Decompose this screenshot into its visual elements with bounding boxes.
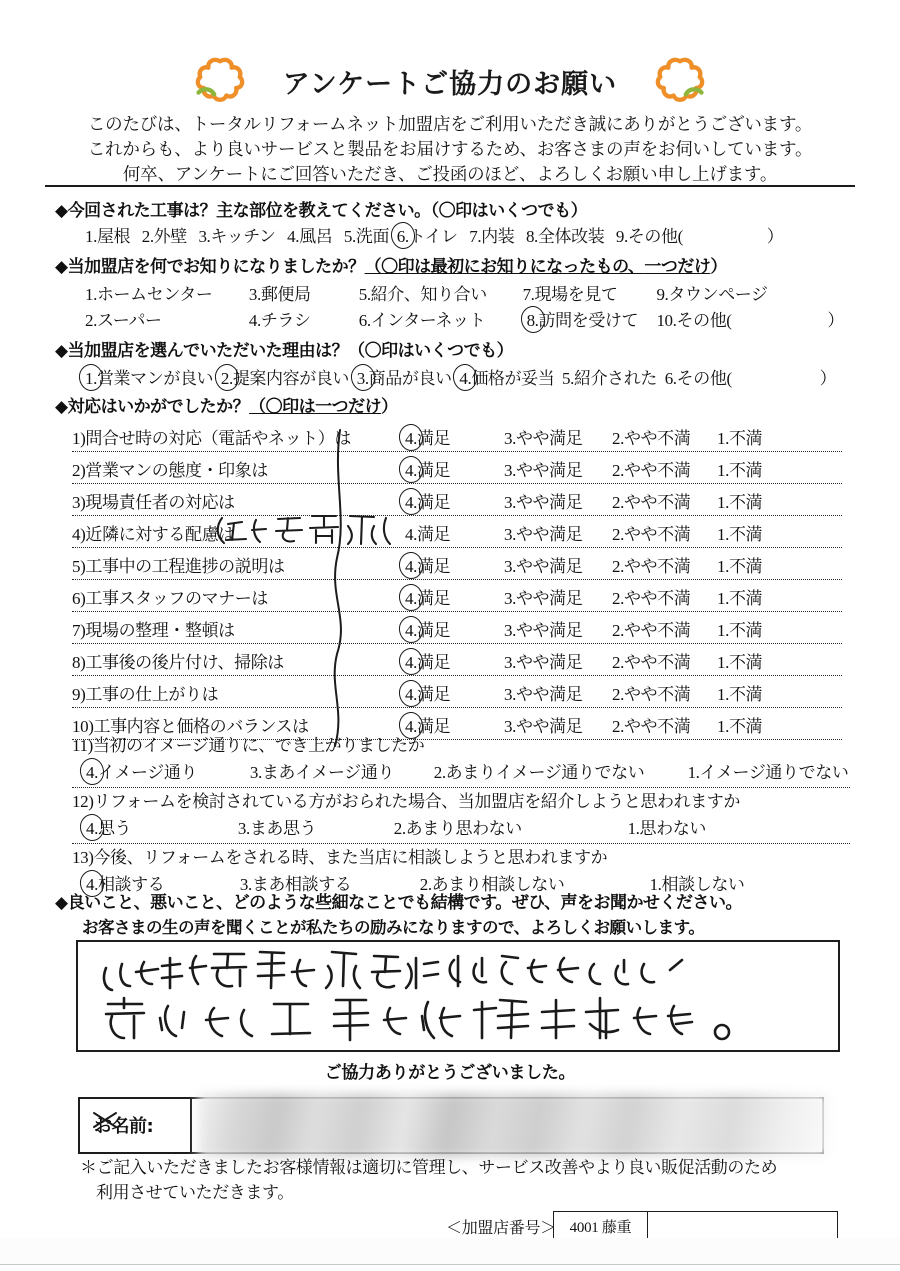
rating-option-4[interactable]: 4.満足 (405, 557, 451, 576)
flower-icon-left (191, 52, 249, 110)
rating-row-label: 8)工事後の後片付け、掃除は (72, 653, 284, 672)
rating-row-label: 1)問合せ時の対応（電話やネット）は (72, 429, 351, 448)
q12-options (72, 814, 850, 843)
comment-heading: ◆良いこと、悪いこと、どのような些細なことでも結構です。ぜひ、声をお聞かせください。 (55, 893, 743, 913)
q2-option-3[interactable]: 3.郵便局 (248, 285, 311, 304)
table-row (72, 452, 842, 484)
q12-option-1[interactable]: 1.思わない (627, 819, 706, 838)
q3-option-3-circle: 3. (356, 369, 369, 388)
q3-option-6[interactable]: 6.その他( (664, 369, 732, 388)
q4-heading-note-a: （〇印は (249, 397, 316, 417)
rating-option-2[interactable]: 2.やや不満 (612, 461, 691, 480)
rating-row-label: 10)工事内容と価格のバランスは (72, 717, 309, 736)
rating-option-3[interactable]: 3.やや満足 (504, 429, 583, 448)
rating-option-4[interactable]: 4.満足 (405, 429, 451, 448)
q1-options (85, 222, 783, 247)
table-row (72, 580, 842, 612)
rating-option-1[interactable]: 1.不満 (717, 589, 763, 608)
rating-option-4[interactable]: 4.満足 (405, 461, 451, 480)
q2-heading-note-a: （〇印は最初にお知りになったもの、 (364, 257, 645, 277)
q3-closing-paren: ） (819, 369, 837, 388)
q11-question: 11)当初のイメージ通りに、でき上がりましたか (72, 736, 425, 755)
rating-option-3[interactable]: 3.やや満足 (504, 621, 583, 640)
rating-option-3[interactable]: 3.やや満足 (504, 653, 583, 672)
q3-option-3[interactable]: 3.商品が良い (356, 369, 452, 388)
rating-option-2[interactable]: 2.やや不満 (612, 429, 691, 448)
rating-option-4[interactable]: 4.満足 (405, 525, 451, 544)
handwritten-mark-over-label (90, 1107, 124, 1138)
name-field-label: お名前: (94, 1116, 154, 1137)
q1-option-6-circle: 6. (396, 227, 409, 246)
rating-option-3[interactable]: 3.やや満足 (504, 589, 583, 608)
flower-logo-svg (191, 52, 249, 110)
table-row (72, 676, 842, 708)
rating-option-1[interactable]: 1.不満 (717, 429, 763, 448)
rating-option-1[interactable]: 1.不満 (717, 717, 763, 736)
member-store-label: ＜加盟店番号＞ (446, 1220, 556, 1237)
q13-question: 13)今後、リフォームをされる時、また当店に相談しようと思われますか (72, 848, 608, 867)
scan-bottom-tint (0, 1238, 900, 1264)
q11-option-2[interactable]: 2.あまりイメージ通りでない (433, 763, 645, 782)
rating-option-2[interactable]: 2.やや不満 (612, 557, 691, 576)
q1-option-8[interactable]: 8.全体改装 (525, 227, 605, 246)
q2-options-row-1 (85, 280, 768, 305)
q1-option-5[interactable]: 5.洗面 (343, 227, 390, 246)
table-row (72, 516, 842, 548)
rating-option-4[interactable]: 4.満足 (405, 589, 451, 608)
rating-option-2[interactable]: 2.やや不満 (612, 685, 691, 704)
member-store-blank-cell[interactable] (648, 1212, 837, 1241)
handwritten-comment-svg (78, 942, 838, 1050)
table-row (72, 548, 842, 580)
q13-option-4-circle: 4. (86, 875, 98, 894)
q2-option-10[interactable]: 10.その他( (656, 311, 732, 330)
rating-option-1[interactable]: 1.不満 (717, 685, 763, 704)
rating-option-1[interactable]: 1.不満 (717, 461, 763, 480)
rating-option-1[interactable]: 1.不満 (717, 493, 763, 512)
rating-option-2[interactable]: 2.やや不満 (612, 493, 691, 512)
q4-heading-note-b: 一つだけ (315, 397, 382, 417)
q3-option-1[interactable]: 1.営業マンが良い (85, 369, 214, 388)
name-field-redaction (198, 1093, 828, 1157)
rating-option-2[interactable]: 2.やや不満 (612, 717, 691, 736)
rating-answer-circle: 4. (405, 621, 417, 640)
member-store-number: 4001 藤重 (554, 1212, 648, 1241)
rating-option-2[interactable]: 2.やや不満 (612, 621, 691, 640)
q2-option-1[interactable]: 1.ホームセンター (85, 285, 213, 304)
q2-heading-main: ◆当加盟店を何でお知りになりましたか？ (55, 257, 365, 277)
rating-row-label: 5)工事中の工程進捗の説明は (72, 557, 285, 576)
q12-option-4[interactable]: 4.思う (86, 819, 132, 838)
rating-answer-circle: 4. (405, 557, 417, 576)
intro-paragraph (0, 112, 900, 187)
header-divider (45, 185, 855, 187)
q13-option-2[interactable]: 2.あまり相談しない (419, 875, 565, 894)
q1-option-9[interactable]: 9.その他( (615, 227, 683, 246)
table-row (72, 420, 842, 452)
q12-option-3[interactable]: 3.まあ思う (237, 819, 317, 838)
q3-heading: ◆当加盟店を選んでいただいた理由は？（〇印はいくつでも） (55, 341, 514, 361)
rating-row-label: 3)現場責任者の対応は (72, 493, 235, 512)
rating-table (72, 420, 842, 740)
q1-option-7[interactable]: 7.内装 (469, 227, 515, 246)
rating-row-label: 7)現場の整理・整頓は (72, 621, 235, 640)
name-field-box[interactable] (78, 1097, 824, 1154)
rating-answer-circle: 4. (405, 493, 417, 512)
rating-row-label: 6)工事スタッフのマナーは (72, 589, 268, 608)
name-field-divider (190, 1099, 192, 1152)
thanks-text: ご協力ありがとうございました。 (324, 1063, 576, 1083)
q2-option-9[interactable]: 9.タウンページ (656, 285, 768, 304)
q3-option-2[interactable]: 2.提案内容が良い (220, 369, 350, 388)
rating-option-3[interactable]: 3.やや満足 (504, 557, 583, 576)
privacy-notice (80, 1155, 777, 1205)
rating-option-2[interactable]: 2.やや不満 (612, 525, 691, 544)
flower-icon-right (651, 52, 709, 110)
q11-block (72, 731, 850, 788)
q11-options (72, 758, 850, 787)
q3-options (85, 364, 836, 389)
q2-heading-note-c: ） (710, 257, 727, 277)
rating-row-label: 4)近隣に対する配慮は (72, 525, 235, 544)
rating-answer-circle: 4. (405, 653, 417, 672)
q2-option-7[interactable]: 7.現場を見て (522, 285, 618, 304)
q2-option-8-circle: 8. (526, 311, 539, 330)
q12-option-4-circle: 4. (86, 819, 98, 838)
q1-closing-paren: ） (766, 227, 784, 246)
handwritten-note-svg (212, 510, 412, 550)
q13-option-4[interactable]: 4.相談する (86, 875, 165, 894)
q3-option-2-circle: 2. (220, 369, 233, 388)
q1-option-3[interactable]: 3.キッチン (198, 227, 276, 246)
q12-option-2[interactable]: 2.あまり思わない (393, 819, 522, 838)
rating-option-4[interactable]: 4.満足 (405, 621, 451, 640)
rating-option-3[interactable]: 3.やや満足 (504, 461, 583, 480)
q1-option-1[interactable]: 1.屋根 (85, 227, 131, 246)
q11-option-1[interactable]: 1.イメージ通りでない (687, 763, 849, 782)
comment-textarea[interactable] (76, 940, 840, 1052)
q1-heading: ◆今回された工事は？主な部位を教えてください。（〇印はいくつでも） (55, 201, 588, 221)
q1-option-6[interactable]: 6.トイレ (396, 227, 458, 246)
rating-answer-circle: 4. (405, 589, 417, 608)
q3-option-5[interactable]: 5.紹介された (562, 369, 657, 388)
q1-option-4[interactable]: 4.風呂 (287, 227, 333, 246)
rating-answer-circle: 4. (405, 685, 417, 704)
q12-block (72, 787, 850, 844)
rating-answer-circle: 4. (405, 717, 417, 736)
q2-option-5[interactable]: 5.紹介、知り合い (358, 285, 487, 304)
rating-option-4[interactable]: 4.満足 (405, 685, 451, 704)
q11-option-3[interactable]: 3.まあイメージ通り (249, 763, 395, 782)
q3-option-4[interactable]: 4.価格が妥当 (459, 369, 555, 388)
page-title: アンケートご協力のお願い (282, 68, 618, 100)
q3-option-4-circle: 4. (459, 369, 472, 388)
scan-bottom-edge (0, 1264, 900, 1265)
handwritten-mark-svg (90, 1107, 124, 1133)
q13-option-3[interactable]: 3.まあ相談する (239, 875, 352, 894)
q4-heading-note-c: ） (381, 397, 398, 417)
rating-option-4[interactable]: 4.満足 (405, 653, 451, 672)
rating-answer-circle: 4. (405, 429, 417, 448)
privacy-line-2: 利用させていただきます。 (96, 1183, 294, 1202)
table-row (72, 612, 842, 644)
q2-heading-note-b: 一つだけ (644, 257, 711, 277)
q2-options-row-2 (85, 306, 844, 331)
intro-line-1: このたびは、トータルリフォームネット加盟店をご利用いただき誠にありがとうございます。 (87, 114, 813, 134)
rating-option-1[interactable]: 1.不満 (717, 525, 763, 544)
rating-row-label: 9)工事の仕上がりは (72, 685, 219, 704)
flower-logo-svg (651, 52, 709, 110)
handwritten-note-row-4 (212, 510, 412, 555)
intro-line-3: 何卒、アンケートにご回答いただき、ご投函のほど、よろしくお願い申し上げます。 (122, 164, 778, 184)
rating-option-2[interactable]: 2.やや不満 (612, 653, 691, 672)
privacy-line-1: ＊ご記入いただきましたお客様情報は適切に管理し、サービス改善やより良い販促活動のため (80, 1158, 778, 1177)
table-row (72, 484, 842, 516)
q11-option-4[interactable]: 4.イメージ通り (86, 763, 198, 782)
table-row (72, 644, 842, 676)
rating-option-2[interactable]: 2.やや不満 (612, 589, 691, 608)
q4-heading (55, 392, 398, 417)
rating-answer-circle: 4. (405, 461, 417, 480)
rating-option-3[interactable]: 3.やや満足 (504, 493, 583, 512)
comment-subheading: お客さまの生の声を聞くことが私たちの励みになりますので、よろしくお願いします。 (82, 918, 705, 937)
q4-heading-main: ◆対応はいかがでしたか？ (55, 397, 250, 417)
rating-option-4[interactable]: 4.満足 (405, 493, 451, 512)
intro-line-2: これからも、より良いサービスと製品をお届けするため、お客さまの声をお伺いしています。 (87, 139, 813, 159)
q3-option-1-circle: 1. (85, 369, 97, 388)
rating-option-1[interactable]: 1.不満 (717, 557, 763, 576)
rating-option-4[interactable]: 4.満足 (405, 717, 451, 736)
q1-option-2[interactable]: 2.外壁 (141, 227, 187, 246)
q2-closing-paren: ） (827, 311, 845, 330)
rating-row-label: 2)営業マンの態度・印象は (72, 461, 268, 480)
rating-option-3[interactable]: 3.やや満足 (504, 685, 583, 704)
q11-option-4-circle: 4. (86, 763, 98, 782)
q13-option-1[interactable]: 1.相談しない (649, 875, 745, 894)
q2-option-4[interactable]: 4.チラシ (248, 311, 311, 330)
rating-option-3[interactable]: 3.やや満足 (504, 525, 583, 544)
q2-heading (55, 252, 727, 277)
rating-option-1[interactable]: 1.不満 (717, 621, 763, 640)
q12-question: 12)リフォームを検討されている方がおられた場合、当加盟店を紹介しようと思われますか (72, 792, 741, 811)
q2-option-8[interactable]: 8.訪問を受けて (526, 311, 639, 330)
rating-option-1[interactable]: 1.不満 (717, 653, 763, 672)
q2-option-6[interactable]: 6.インターネット (358, 311, 486, 330)
rating-option-3[interactable]: 3.やや満足 (504, 717, 583, 736)
q2-option-2[interactable]: 2.スーパー (85, 311, 162, 330)
document-header (0, 50, 900, 112)
